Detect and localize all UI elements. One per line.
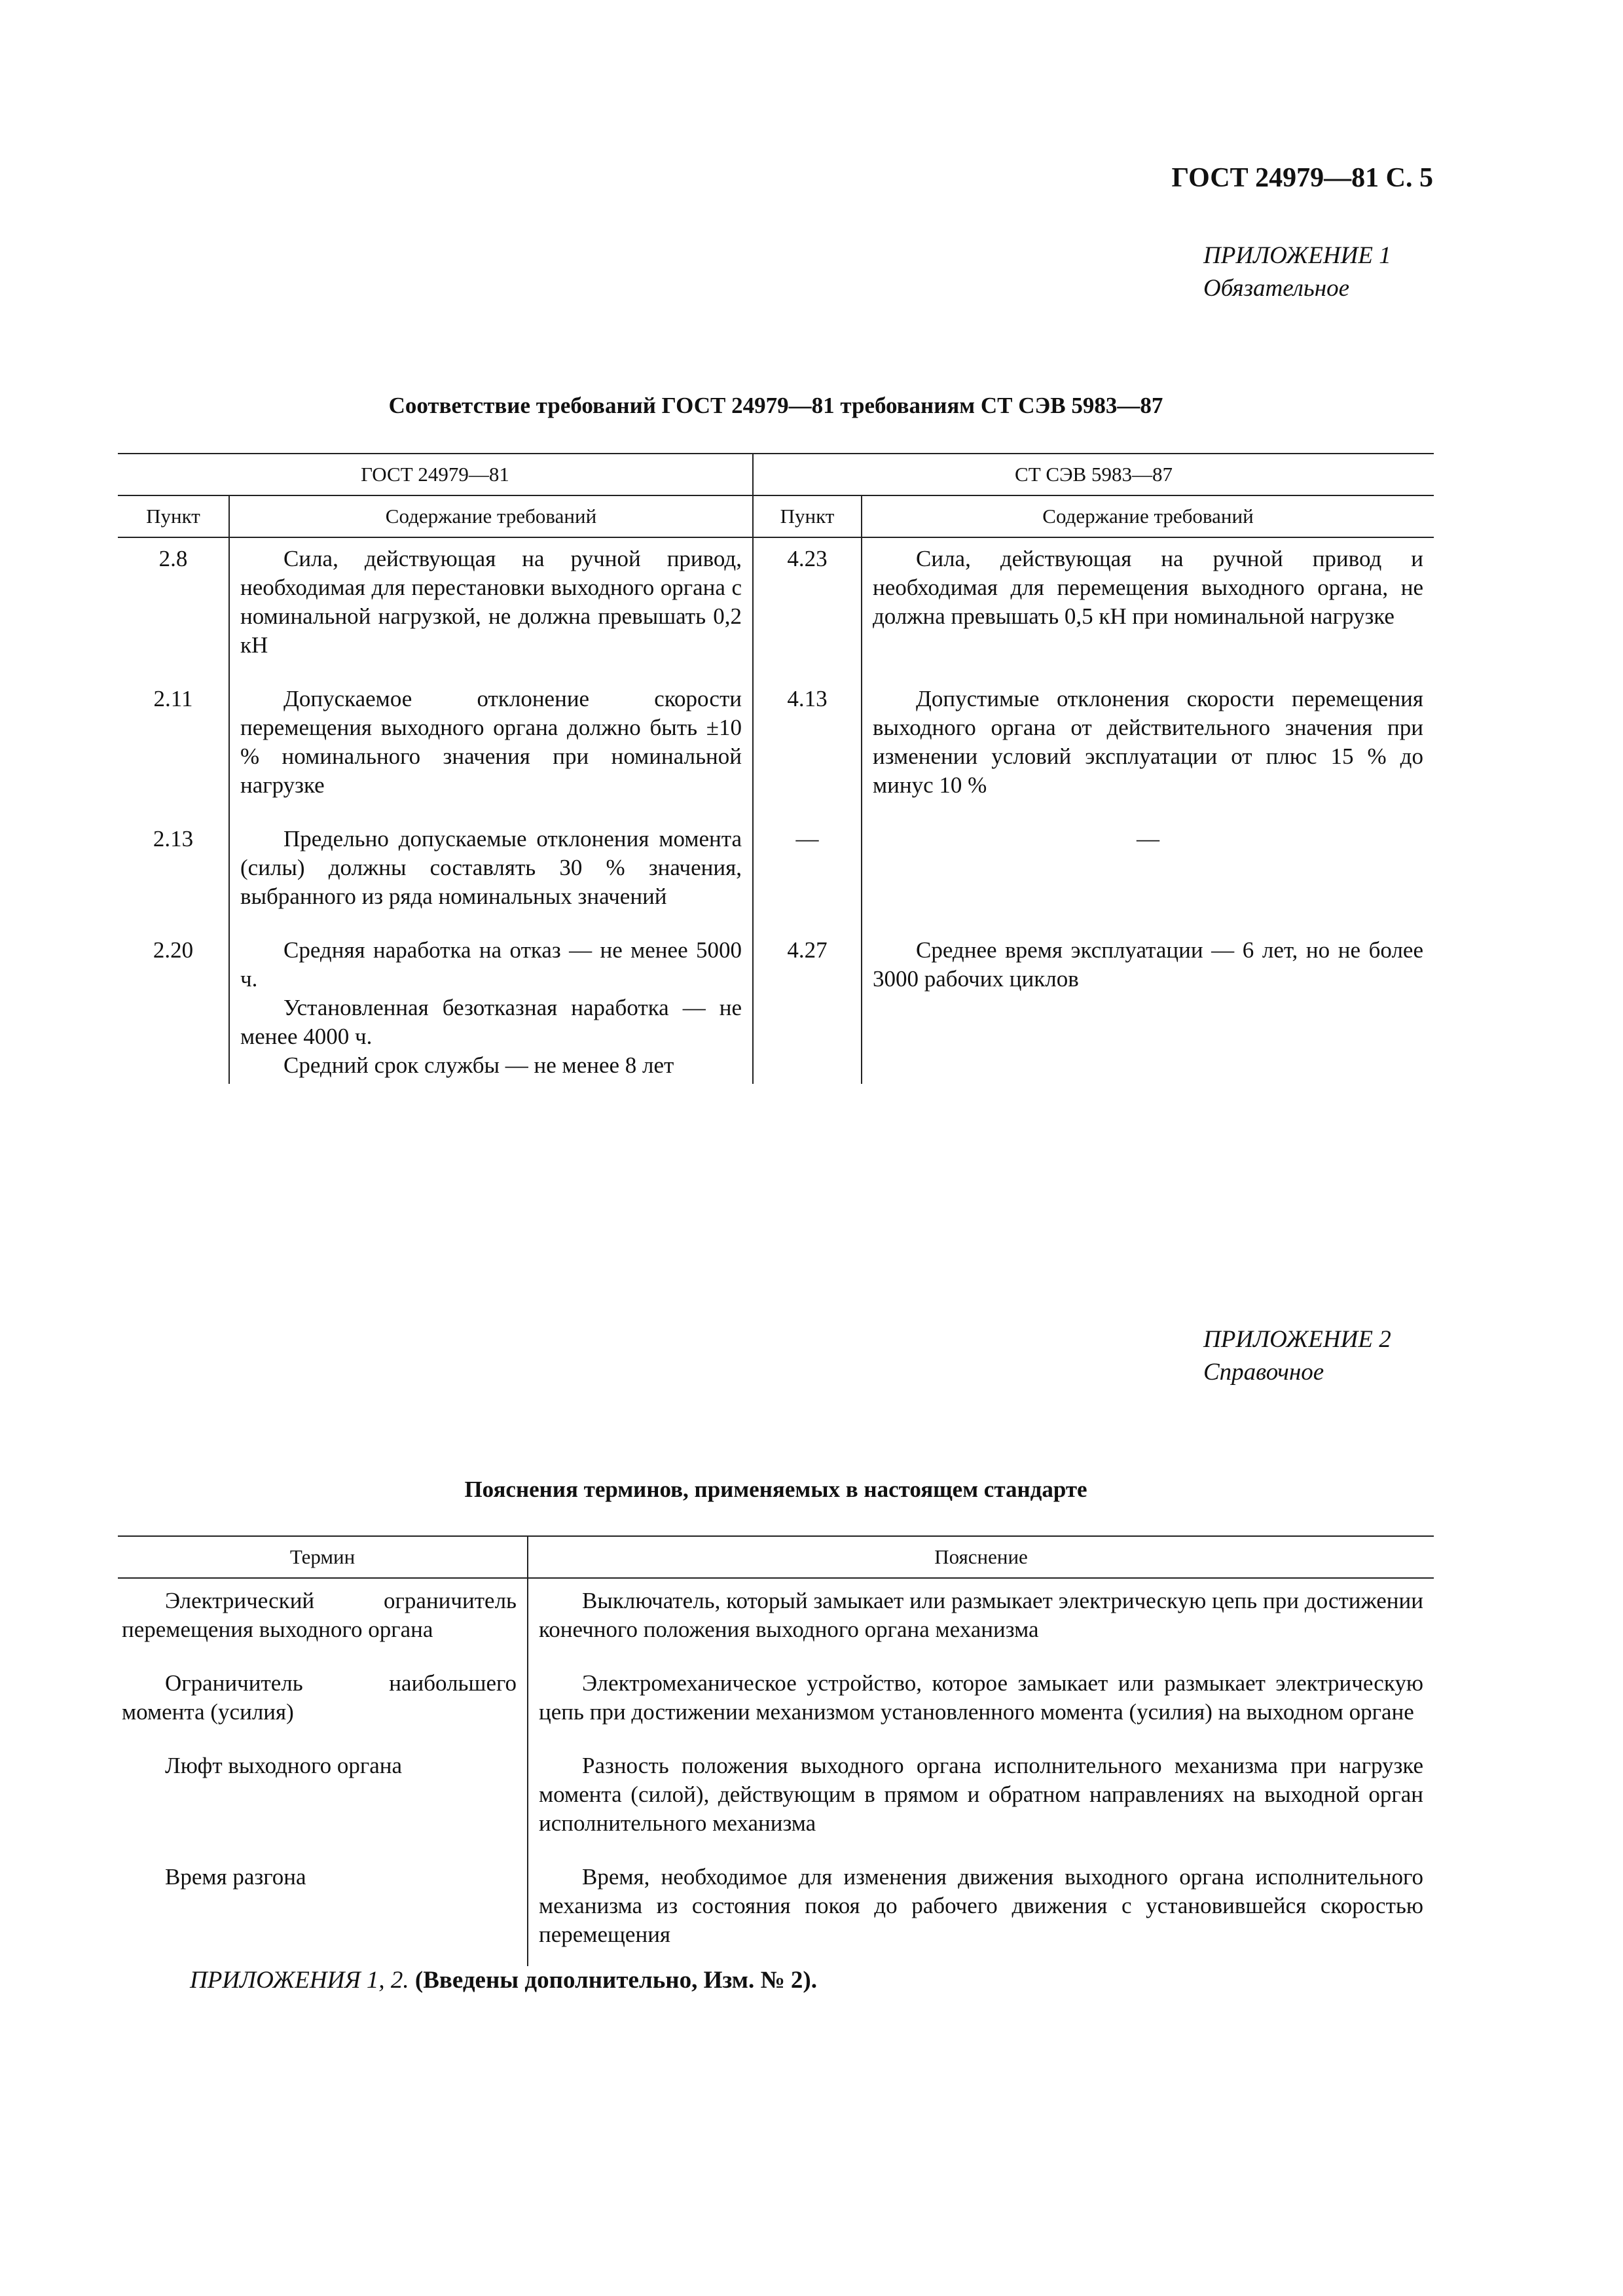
page-title: ГОСТ 24979—81 С. 5 bbox=[1171, 163, 1433, 193]
table-row bbox=[118, 1855, 1434, 1966]
col-header-explanation: Пояснение bbox=[528, 1536, 1434, 1578]
table-row bbox=[118, 1744, 1434, 1855]
sev-requirement: Сила, действующая на ручной привод и необходимая для перемещения выходного органа, не должна превышать 0,5 кН при номинальной нагрузке bbox=[873, 546, 1423, 629]
sev-item-number: 4.27 bbox=[753, 929, 862, 1084]
sev-item-number: 4.23 bbox=[753, 537, 862, 678]
explanation: Время, необходимое для изменения движения выходного органа исполнительного механизма из состояния покоя до рабочего движения с установившейся скоростью перемещения bbox=[539, 1864, 1423, 1947]
terms-table bbox=[118, 1535, 1434, 1966]
sev-item-number: 4.13 bbox=[753, 678, 862, 818]
gost-item-number: 2.11 bbox=[118, 678, 229, 818]
gost-requirement-line: Средний срок службы — не менее 8 лет bbox=[283, 1052, 674, 1078]
appendix-2-status: Справочное bbox=[1203, 1359, 1324, 1386]
gost-requirement: Предельно допускаемые отклонения момента (силы) должны составлять 30 % значения, выбранного из ряда номинальных значений bbox=[229, 818, 753, 929]
correspondence-table bbox=[118, 453, 1434, 1084]
table-row bbox=[118, 537, 1434, 678]
gost-requirement: Сила, действующая на ручной привод, необходимая для перестановки выходного органа с номинальной нагрузкой, не должна превышать 0,2 кН bbox=[229, 537, 753, 678]
amendment-note-text: (Введены дополнительно, Изм. № 2). bbox=[414, 1967, 817, 1994]
amendment-note-appendices: ПРИЛОЖЕНИЯ 1, 2. bbox=[190, 1967, 409, 1994]
table-row bbox=[118, 678, 1434, 818]
gost-requirement-line: Установленная безотказная наработка — не менее 4000 ч. bbox=[240, 995, 742, 1049]
appendix-1-label: ПРИЛОЖЕНИЕ 1 bbox=[1203, 242, 1391, 269]
col-header-gost-content: Содержание требований bbox=[229, 495, 753, 537]
sev-requirement: — bbox=[1137, 826, 1159, 852]
amendment-note bbox=[190, 1966, 817, 1994]
sev-item-number: — bbox=[753, 818, 862, 929]
gost-item-number: 2.13 bbox=[118, 818, 229, 929]
explanation: Выключатель, который замыкает или размыкает электрическую цепь при достижении конечного положения выходного органа механизма bbox=[539, 1588, 1423, 1642]
appendix-1-title: Соответствие требований ГОСТ 24979—81 требованиям СТ СЭВ 5983—87 bbox=[388, 393, 1163, 418]
term: Люфт выходного органа bbox=[118, 1744, 528, 1855]
appendix-2-title: Пояснения терминов, применяемых в настоящем стандарте bbox=[464, 1477, 1087, 1502]
table-row bbox=[118, 1661, 1434, 1744]
gost-requirement: Допускаемое отклонение скорости перемещения выходного органа должно быть ±10 % номинального значения при номинальной нагрузке bbox=[229, 678, 753, 818]
col-header-sev-content: Содержание требований bbox=[862, 495, 1434, 537]
explanation: Разность положения выходного органа исполнительного механизма при нагрузке момента (силой), действующим в прямом и обратном направлениях на выходной орган исполнительного механизма bbox=[539, 1753, 1423, 1836]
table-row bbox=[118, 929, 1434, 1084]
gost-requirement-line: Средняя наработка на отказ — не менее 5000 ч. bbox=[240, 937, 742, 992]
col-header-term: Термин bbox=[118, 1536, 528, 1578]
gost-item-number: 2.20 bbox=[118, 929, 229, 1084]
term: Ограничитель наибольшего момента (усилия) bbox=[118, 1661, 528, 1744]
term: Время разгона bbox=[118, 1855, 528, 1966]
table-row bbox=[118, 1578, 1434, 1661]
appendix-1-status: Обязательное bbox=[1203, 275, 1350, 302]
col-header-sev-num: Пункт bbox=[753, 495, 862, 537]
group-header-gost: ГОСТ 24979—81 bbox=[118, 454, 753, 495]
group-header-sev: СТ СЭВ 5983—87 bbox=[753, 454, 1434, 495]
col-header-gost-num: Пункт bbox=[118, 495, 229, 537]
explanation: Электромеханическое устройство, которое замыкает или размыкает электрическую цепь при достижении механизмом установленного момента (усилия) на выходном органе bbox=[539, 1670, 1423, 1725]
gost-requirement bbox=[229, 929, 753, 1084]
appendix-2-label: ПРИЛОЖЕНИЕ 2 bbox=[1203, 1326, 1391, 1353]
gost-item-number: 2.8 bbox=[118, 537, 229, 678]
table-row bbox=[118, 818, 1434, 929]
term: Электрический ограничитель перемещения выходного органа bbox=[118, 1578, 528, 1661]
sev-requirement: Допустимые отклонения скорости перемещения выходного органа от действительного значения при изменении условий эксплуатации от плюс 15 % до минус 10 % bbox=[873, 686, 1423, 798]
sev-requirement: Среднее время эксплуатации — 6 лет, но не более 3000 рабочих циклов bbox=[873, 937, 1423, 992]
